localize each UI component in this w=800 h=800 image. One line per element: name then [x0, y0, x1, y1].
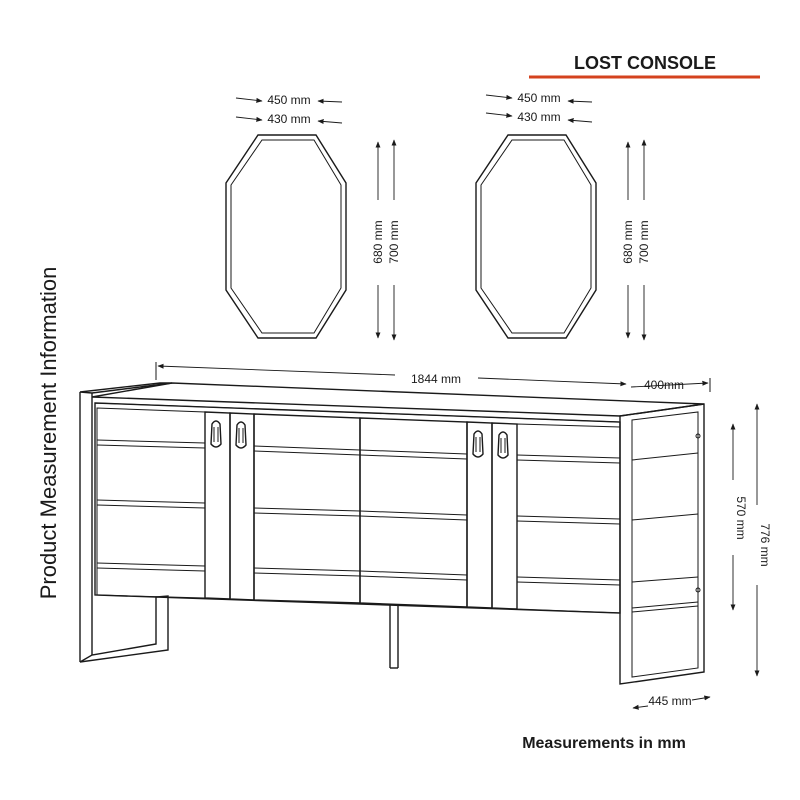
mirror-right — [476, 135, 596, 338]
console-width-label: 1844 mm — [410, 372, 462, 386]
handle-icon — [211, 421, 221, 447]
mirror-right-outer-height-label: 700 mm — [637, 220, 651, 264]
handle-icon — [236, 422, 246, 448]
mirror-right-outer-width-label: 450 mm — [517, 91, 561, 105]
cabinet-height-label: 570 mm — [734, 496, 748, 540]
console-center-leg — [390, 604, 398, 668]
mirror-left-inner-height-label: 680 mm — [371, 220, 385, 264]
console-left-doors — [205, 412, 254, 600]
leg-depth-label: 445 mm — [648, 694, 692, 708]
console-depth-label: 400mm — [643, 378, 685, 392]
mirror-left-outer-width-label: 450 mm — [267, 93, 311, 107]
mirror-left-outer-height-label: 700 mm — [387, 220, 401, 264]
footer-note: Measurements in mm — [522, 735, 686, 752]
console-right-doors — [467, 422, 517, 609]
mirror-left — [226, 135, 346, 338]
diagram-title: LOST CONSOLE — [573, 53, 717, 73]
console-right-section — [517, 424, 620, 613]
handle-icon — [473, 431, 483, 457]
mirror-left-inner-width-label: 430 mm — [267, 112, 311, 126]
mirror-right-inner-width-label: 430 mm — [517, 110, 561, 124]
side-label: Product Measurement Information — [36, 266, 61, 600]
console-center-panels — [254, 414, 467, 607]
console-top — [92, 383, 704, 422]
handle-icon — [498, 432, 508, 458]
console-left-frame — [80, 383, 172, 662]
mirror-right-inner-height-label: 680 mm — [621, 220, 635, 264]
console-right-frame — [620, 404, 704, 684]
total-height-label: 776 mm — [758, 523, 772, 567]
console-cabinet — [95, 403, 620, 613]
